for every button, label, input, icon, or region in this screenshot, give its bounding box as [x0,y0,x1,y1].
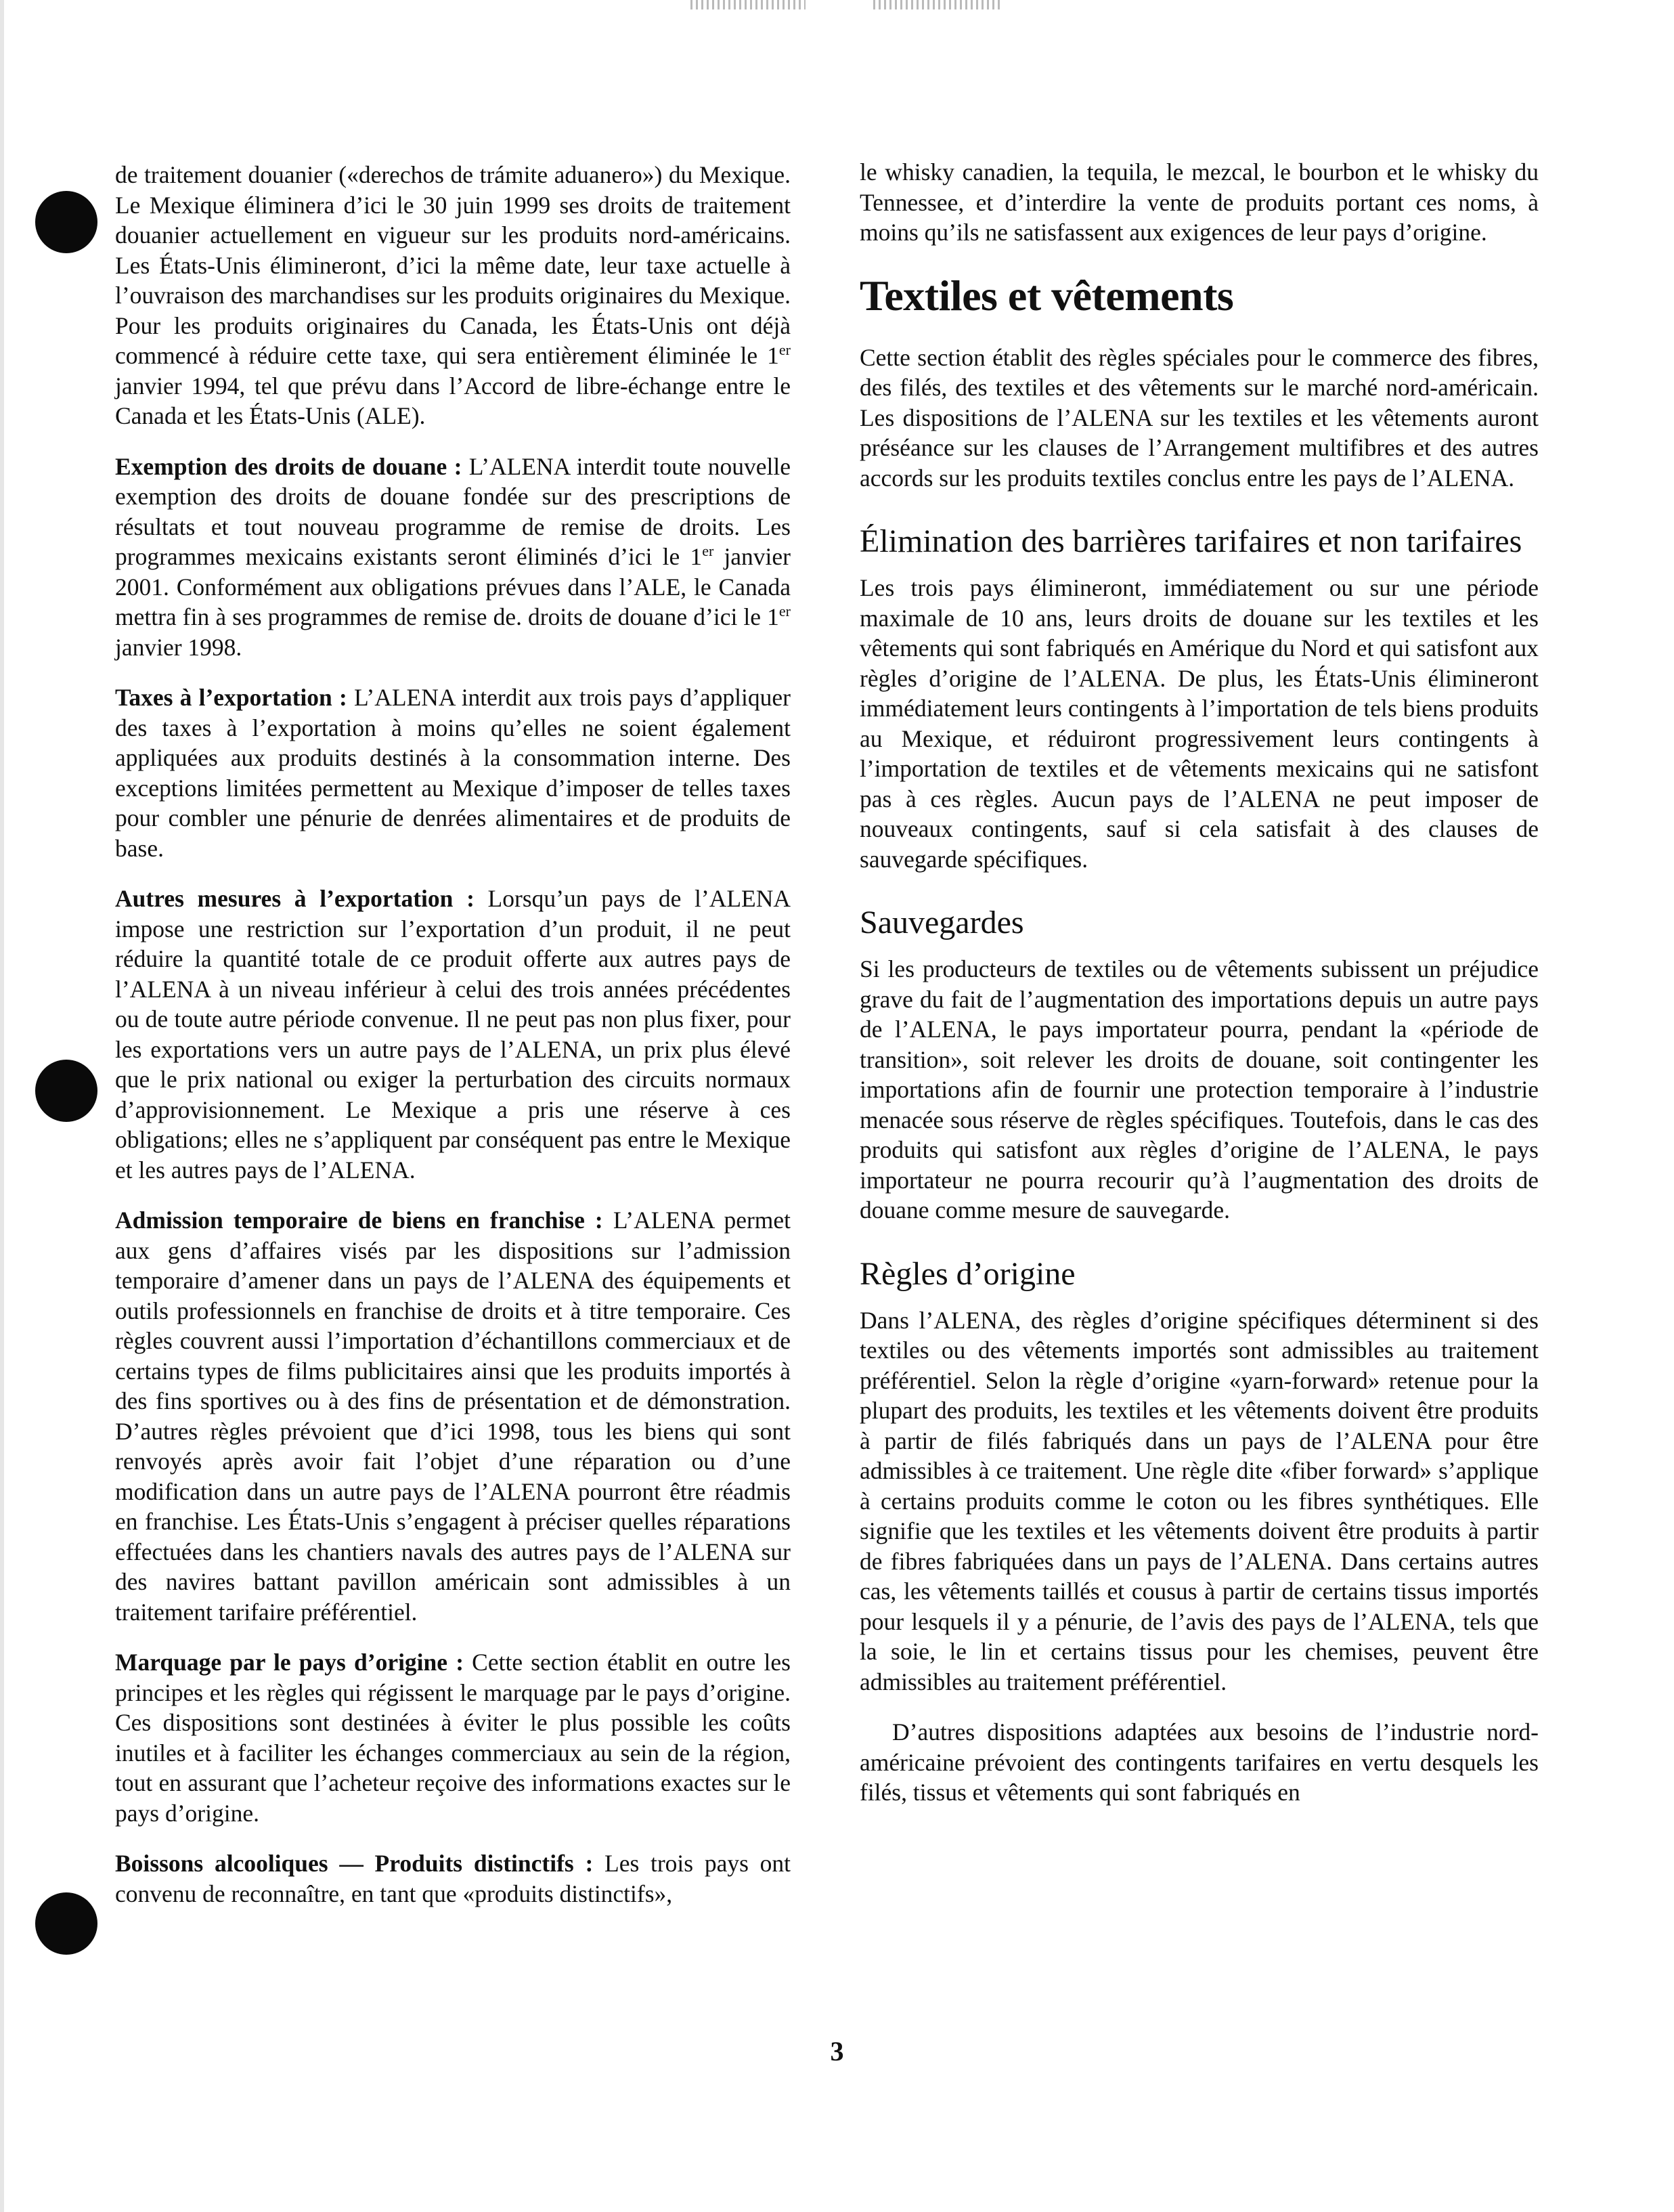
paragraph: D’autres dispositions adaptées aux besoins de l’industrie nord-américaine prévoient des contingents tarifaires en vertu desquels les filés, tissus et vêtements qui sont fabriqués en [860,1718,1539,1806]
paragraph: le whisky canadien, la tequila, le mezcal, le bourbon et le whisky du Tennessee, et d’interdire la vente de produits portant ces noms, à moins qu’ils ne satisfassent aux exigences de leur pays d’origine. [860,158,1539,246]
paragraph-lead: Autres mesures à l’exportation : [115,885,475,912]
paragraph-lead: Admission temporaire de biens en franchise : [115,1207,603,1234]
paragraph: Les trois pays élimineront, immédiatement ou sur une période maximale de 10 ans, leurs droits de douane sur les textiles et les vêtements qui sont fabriqués en Amérique du Nord et qui satisfont aux règles d’origine de l’ALENA. De plus, les États-Unis élimineront immédiatement leurs contingents à l’importation de tels biens produits au Mexique, et réduiront progressivement leurs contingents à l’importation de textiles et de vêtements mexicains qui ne satisfont pas à ces règles. Aucun pays de l’ALENA ne peut imposer de nouveaux contingents, sauf si cela satisfait à des clauses de sauvegarde spécifiques. [860,574,1539,873]
subheading-elimination: Élimination des barrières tarifaires et non tarifaires [860,523,1522,559]
scan-artifact [873,0,1002,9]
paragraph: Dans l’ALENA, des règles d’origine spécifiques déterminent si des textiles ou des vêtements importés sont admissibles au traitement préférentiel. Selon la règle d’origine «yarn-forward» retenue pour la plupart des produits, les textiles et les vêtements doivent être produits à partir de filés fabriqués dans un pays de l’ALENA pour être admissibles à ce traitement. Une règle dite «fiber forward» s’applique à certains produits comme le coton ou les fibres synthétiques. Elle signifie que les textiles et les vêtements doivent être produits à partir de fibres fabriquées dans un pays de l’ALENA. Dans certains autres cas, les vêtements taillés et cousus à partir de certains tissus importés pour lesquels il y a pénurie, de l’avis des pays de l’ALENA, tels que la soie, le lin et certains tissus pour les chemises, peuvent être admissibles au traitement préférentiel. [860,1306,1539,1695]
scan-artifact [690,0,806,9]
paragraph-admission-temporaire: Admission temporaire de biens en franchise : L’ALENA permet aux gens d’affaires visés par les dispositions sur l’admission temporaire d’amener dans un pays de l’ALENA des équipements et outils professionnels en franchise de droits et à titre temporaire. Ces règles couvrent aussi l’importation d’échantillons commerciaux et de certains types de films publicitaires ainsi que les produits importés à des fins sportives ou à des fins de présentation et de démonstration. D’autres règles prévoient que d’ici 1998, tous les biens qui sont renvoyés après avoir fait l’objet d’une réparation ou d’une modification dans un autre pays de l’ALENA pourront être réadmis en franchise. Les États-Unis s’engagent à préciser quelles réparations effectuées dans les chantiers navals des autres pays de l’ALENA sur des navires battant pavillon américain sont admissibles à un traitement tarifaire préférentiel. [115,1207,791,1626]
paragraph-autres-mesures: Autres mesures à l’exportation : Lorsqu’un pays de l’ALENA impose une restriction sur l’exportation d’un produit, il ne peut réduire la quantité totale de ce produit offerte aux autres pays de l’ALENA à un niveau inférieur à celui des trois années précédentes ou de toute autre période convenue. Il ne peut pas non plus fixer, pour les exportations vers un autre pays de l’ALENA, un prix plus élevé que le prix national ou exiger la perturbation des circuits normaux d’approvisionnement. Le Mexique a pris une réserve à ces obligations; elles ne s’appliquent par conséquent pas entre le Mexique et les autres pays de l’ALENA. [115,885,791,1184]
paragraph-boissons: Boissons alcooliques — Produits distinctifs : Les trois pays ont convenu de reconnaître, en tant que «produits distinctifs», [115,1850,791,1907]
section-heading-textiles: Textiles et vêtements [860,271,1234,320]
paragraph-taxes-exportation: Taxes à l’exportation : L’ALENA interdit aux trois pays d’appliquer des taxes à l’exportation à moins qu’elles ne soient également appliquées aux produits destinés à la consommation interne. Des exceptions limitées permettent au Mexique d’imposer de telles taxes pour combler une pénurie de denrées alimentaires et de produits de base. [115,684,791,862]
subheading-regles-origine: Règles d’origine [860,1255,1076,1292]
punch-hole [35,1892,97,1955]
punch-hole [35,191,97,253]
punch-hole [35,1060,97,1122]
scan-edge [0,0,4,2212]
paragraph: de traitement douanier («derechos de trámite aduanero») du Mexique. Le Mexique éliminera d’ici le 30 juin 1999 ses droits de traitement douanier actuellement en vigueur sur les produits nord-américains. Les États-Unis élimineront, d’ici la même date, leur taxe actuelle à l’ouvraison des marchandises sur les produits originaires du Mexique. Pour les produits originaires du Canada, les États-Unis ont déjà commencé à réduire cette taxe, qui sera entièrement éliminée le 1er janvier 1994, tel que prévu dans l’Accord de libre-échange entre le Canada et les États-Unis (ALE). [115,161,791,429]
paragraph-marquage: Marquage par le pays d’origine : Cette section établit en outre les principes et les règles qui régissent le marquage par le pays d’origine. Ces dispositions sont destinées à éviter le plus possible les coûts inutiles et à faciliter les échanges commerciaux au sein de la région, tout en assurant que l’acheteur reçoive des informations exactes sur le pays d’origine. [115,1649,791,1827]
paragraph-exemption: Exemption des droits de douane : L’ALENA interdit toute nouvelle exemption des droits de douane fondée sur des prescriptions de résultats et tout nouveau programme de remise de droits. Les programmes mexicains existants seront éliminés d’ici le 1er janvier 2001. Conformément aux obligations prévues dans l’ALE, le Canada mettra fin à ses programmes de remise de. droits de douane d’ici le 1er janvier 1998. [115,452,791,661]
subheading-sauvegardes: Sauvegardes [860,905,1024,940]
right-column [860,157,1539,1828]
paragraph: Cette section établit des règles spéciales pour le commerce des fibres, des filés, des textiles et des vêtements sur le marché nord-américain. Les dispositions de l’ALENA sur les textiles et les vêtements auront préséance sur les clauses de l’Arrangement multifibres et des autres accords sur les produits textiles conclus entre les pays de l’ALENA. [860,343,1539,492]
paragraph: Si les producteurs de textiles ou de vêtements subissent un préjudice grave du fait de l’augmentation des importations depuis un autre pays de l’ALENA, le pays importateur pourra, pendant la «période de transition», soit relever les droits de douane, soit contingenter les importations afin de fournir une protection temporaire à l’industrie menacée sous réserve de règles spécifiques. Toutefois, dans le cas des produits qui satisfont aux règles d’origine de l’ALENA, le pays importateur ne pourra recourir qu’à l’augmentation des droits de douane comme mesure de sauvegarde. [860,955,1539,1223]
paragraph-lead: Marquage par le pays d’origine : [115,1649,464,1676]
paragraph-lead: Taxes à l’exportation : [115,684,347,711]
left-column [115,160,791,1929]
page-number: 3 [830,2036,844,2066]
paragraph-lead: Exemption des droits de douane : [115,452,462,480]
paragraph-lead: Boissons alcooliques — Produits distinctifs : [115,1850,594,1877]
